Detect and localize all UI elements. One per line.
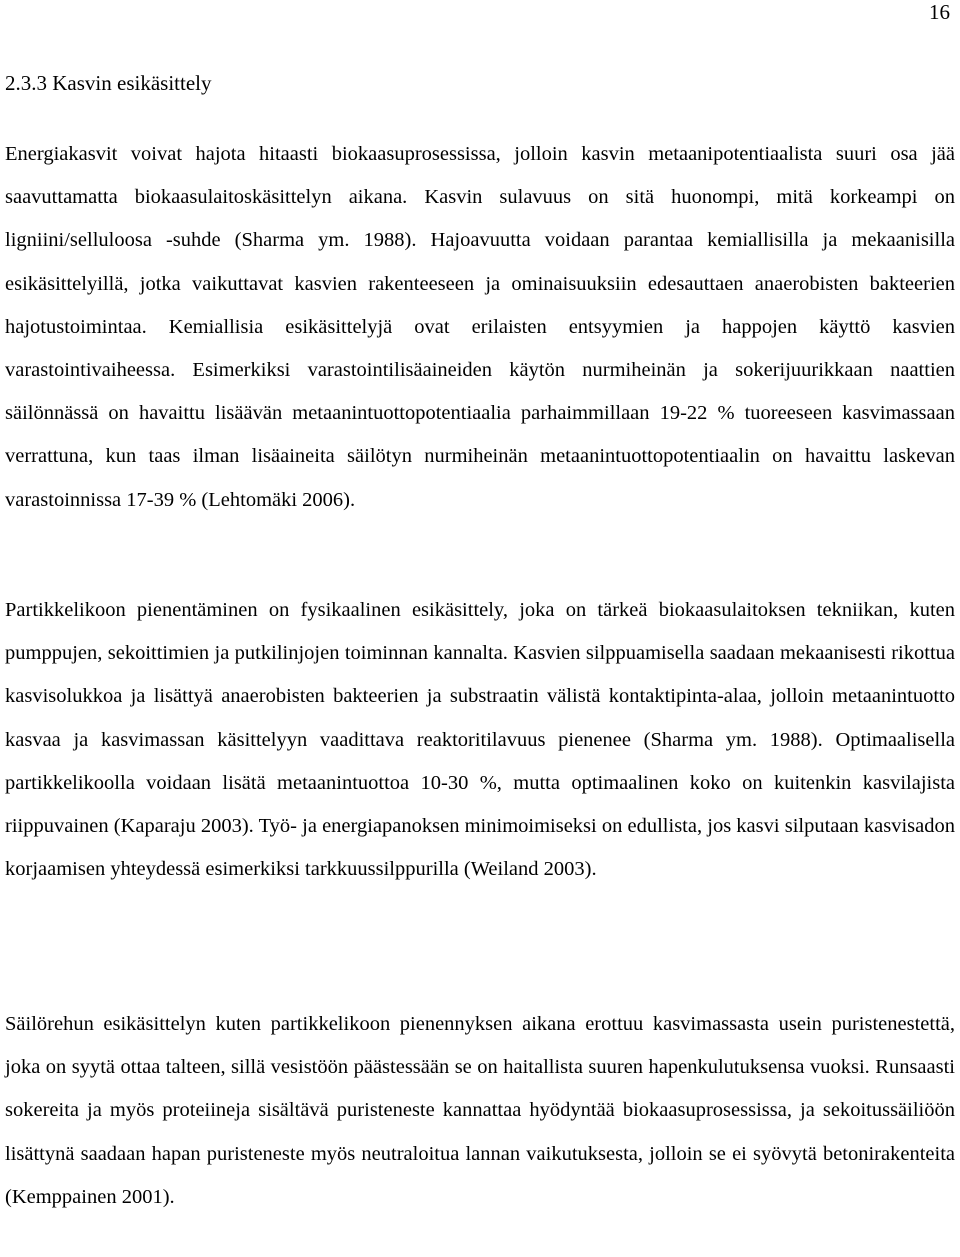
paragraph-1: [5, 133, 955, 522]
paragraph-text: Energiakasvit voivat hajota hitaasti biokaasuprosessissa, jolloin kasvin metaanipotentiaalista suuri osa jää saavuttamatta biokaasulaitoskäsittelyn aikana. Kasvin sulavuus on sitä huonompi, mitä korkeampi on ligniini/selluloosa -suhde (Sharma ym. 1988). Hajoavuutta voidaan parantaa kemiallisilla ja mekaanisilla esikäsittelyillä, jotka vaikuttavat kasvien rakenteeseen ja ominaisuuksiin edesauttaen anaerobisten bakteerien hajotustoimintaa. Kemiallisia esikäsittelyjä ovat erilaisten entsyymien ja happojen käyttö kasvien varastointivaiheessa. Esimerkiksi varastointilisäaineiden käytön nurmiheinän ja sokerijuurikkaan naattien säilönnässä on havaittu lisäävän metaanintuottopotentiaalia parhaimmillaan 19-22 % tuoreeseen kasvimassaan verrattuna, kun taas ilman lisäaineita säilötyn nurmiheinän metaanintuottopotentiaalin on havaittu laskevan varastoinnissa 17-39 % (Lehtomäki 2006).: [5, 143, 955, 511]
paragraph-text: Partikkelikoon pienentäminen on fysikaalinen esikäsittely, joka on tärkeä biokaasulaitoksen tekniikan, kuten pumppujen, sekoittimien ja putkilinjojen toiminnan kannalta. Kasvien silppuamisella saadaan mekaanisesti rikottua kasvisolukkoa ja lisättyä anaerobisten bakteerien ja substraatin välistä kontaktipinta-alaa, jolloin metaanintuotto kasvaa ja kasvimassan käsittelyyn vaadittava reaktoritilavuus pienenee (Sharma ym. 1988). Optimaalisella partikkelikoolla voidaan lisätä metaanintuottoa 10-30 %, mutta optimaalinen koko on kuitenkin kasvilajista riippuvainen (Kaparaju 2003). Työ- ja energiapanoksen minimoimiseksi on edullista, jos kasvi silputaan kasvisadon korjaamisen yhteydessä esimerkiksi tarkkuussilppurilla (Weiland 2003).: [5, 599, 955, 881]
paragraph-text: Säilörehun esikäsittelyn kuten partikkelikoon pienennyksen aikana erottuu kasvimassasta usein puristenestettä, joka on syytä ottaa talteen, sillä vesistöön päästessään se on haitallista suuren hapenkulutuksensa vuoksi. Runsaasti sokereita ja myös proteiineja sisältävä puristeneste kannattaa hyödyntää biokaasuprosessissa, ja sekoitussäiliöön lisättynä saadaan hapan puristeneste myös neutraloitua lannan vaikutuksesta, jolloin se ei syövytä betonirakenteita (Kemppainen 2001).: [5, 1013, 955, 1208]
page-number: 16: [929, 0, 950, 24]
paragraph-3: [5, 1003, 955, 1219]
paragraph-2: [5, 589, 955, 891]
section-heading: 2.3.3 Kasvin esikäsittely: [5, 71, 212, 95]
